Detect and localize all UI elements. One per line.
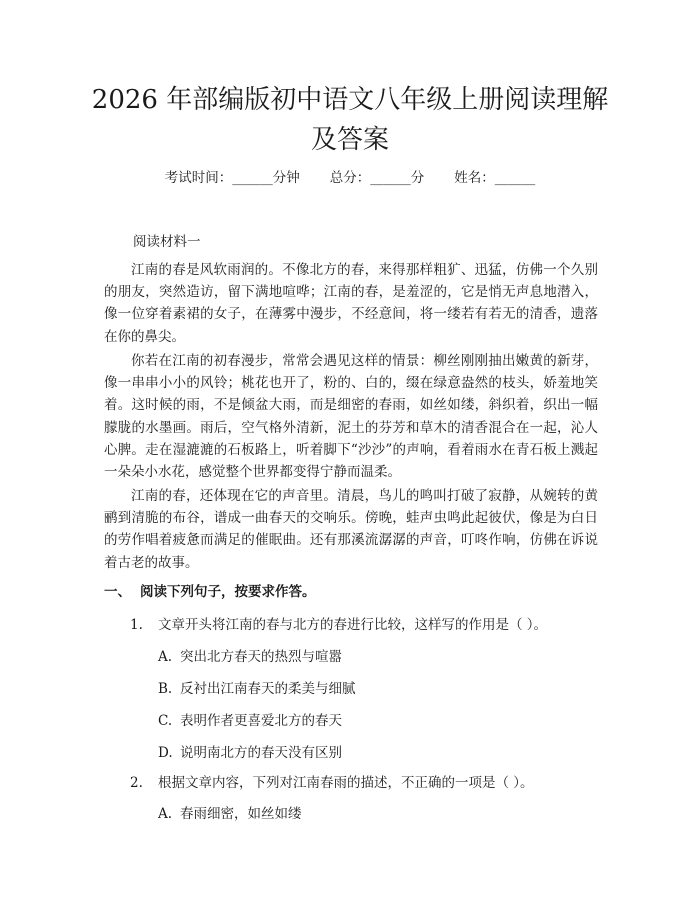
reading-paragraph-3: 江南的春，还体现在它的声音里。清晨，鸟儿的鸣叫打破了寂静，从婉转的黄鹂到清脆的布谷，谱成一曲春天的交响乐。傍晚，蛙声虫鸣此起彼伏，像是为白日的劳作唱着疲惫而满足的催眠曲。还有那溪流潺潺的声音，叮咚作响，仿佛在诉说着古老的故事。 [104, 488, 598, 571]
question-1-option-c [158, 709, 342, 729]
option-letter: A. [158, 806, 173, 822]
option-letter: B. [158, 681, 173, 697]
option-text: 说明南北方的春天没有区别 [180, 745, 342, 761]
reading-paragraph-2: 你若在江南的初春漫步，常常会遇见这样的情景：柳丝刚刚抽出嫩黄的新芽，像一串串小小的风铃；桃花也开了，粉的、白的，缀在绿意盎然的枝头，娇羞地笑着。这时候的雨，不是倾盆大雨，而是细密的春雨，如丝如缕，斜织着，织出一幅朦胧的水墨画。雨后，空气格外清新，泥土的芬芳和草木的清香混合在一起，沁人心脾。走在湿漉漉的石板路上，听着脚下“沙沙”的声响，看着雨水在青石板上溅起一朵朵小水花，感觉整个世界都变得宁静而温柔。 [104, 353, 598, 481]
reading-material-label: 阅读材料一 [133, 234, 201, 250]
total-score-unit: 分 [410, 170, 425, 186]
section-text: 阅读下列句子，按要求作答。 [140, 584, 316, 600]
question-1-option-a [158, 645, 342, 665]
total-score-label: 总分： [329, 170, 371, 186]
option-text: 突出北方春天的热烈与喧嚣 [180, 649, 342, 665]
question-2 [130, 771, 534, 791]
exam-time-label: 考试时间： [164, 170, 233, 186]
student-name-label: 姓名： [454, 170, 495, 186]
option-letter: D. [158, 745, 173, 761]
student-name-blank: ______ [494, 170, 536, 186]
option-text: 表明作者更喜爱北方的春天 [180, 713, 342, 729]
option-text: 反衬出江南春天的柔美与细腻 [180, 681, 356, 697]
exam-info-line [0, 168, 700, 188]
option-text: 春雨细密，如丝如缕 [180, 806, 302, 822]
total-score-blank: ______ [370, 170, 411, 186]
question-text: 根据文章内容，下列对江南春雨的描述，不正确的一项是（ ）。 [158, 775, 534, 791]
question-1-option-d [158, 741, 342, 761]
section-number: 一、 [104, 584, 131, 600]
question-text: 文章开头将江南的春与北方的春进行比较，这样写的作用是（ ）。 [158, 617, 548, 633]
question-number: 2. [130, 775, 143, 791]
question-number: 1. [130, 617, 143, 633]
exam-time-blank: ______ [232, 170, 273, 186]
exam-time-unit: 分钟 [272, 170, 300, 186]
section-heading [104, 580, 316, 600]
question-1 [130, 613, 547, 633]
document-title: 2026 年部编版初中语文八年级上册阅读理解及答案 [91, 85, 609, 155]
reading-paragraph-1: 江南的春是风软雨润的。不像北方的春，来得那样粗犷、迅猛，仿佛一个久别的朋友，突然造访，留下满地喧哗；江南的春，是羞涩的，它是悄无声息地潜入，像一位穿着素裙的女子，在薄雾中漫步，不经意间，将一缕若有若无的清香，遗落在你的鼻尖。 [104, 262, 598, 345]
option-letter: A. [158, 649, 173, 665]
question-2-option-a [158, 802, 302, 822]
question-1-option-b [158, 677, 356, 697]
option-letter: C. [158, 713, 173, 729]
